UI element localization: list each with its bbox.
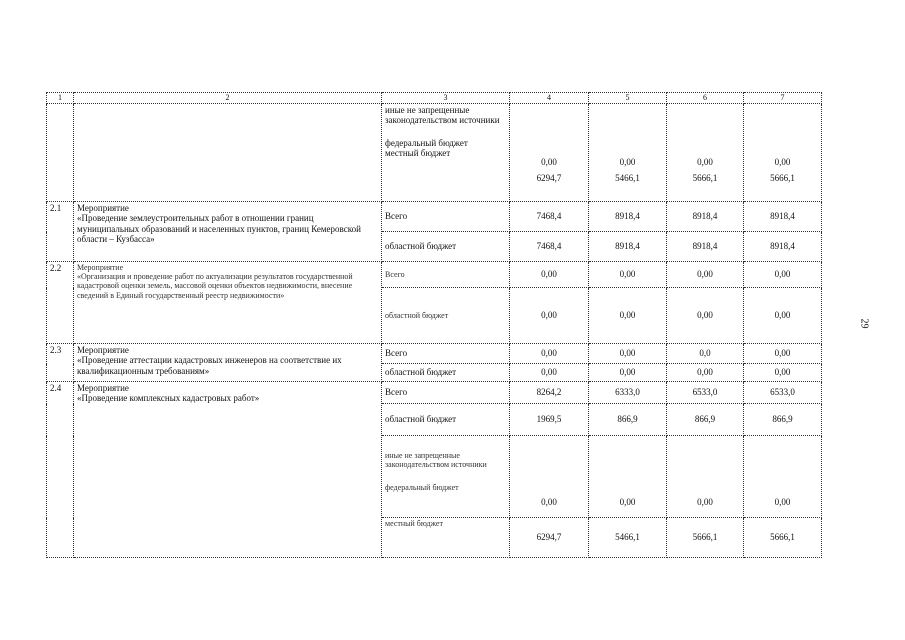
col-header-5: 5 [589,93,667,104]
source-label: местный бюджет [385,148,451,159]
table-row [47,344,822,364]
row-number: 2.3 [47,344,74,382]
table-row [47,202,822,232]
source-label: Всего [382,202,510,232]
value-cell: 0,0 [667,344,744,364]
measure-title: Мероприятие [77,345,129,355]
source-label: местный бюджет [382,518,510,558]
source-label: областной бюджет [382,232,510,262]
value-cell: 5666,1 [744,518,822,558]
value-cell: 5466,1 [615,173,640,184]
col-header-1: 1 [47,93,74,104]
source-label: Всего [382,262,510,288]
value-cell: 6533,0 [744,382,822,404]
value-cell: 0,00 [541,157,557,167]
value-cell: 6333,0 [589,382,667,404]
value-cell: 0,00 [667,262,744,288]
value-cell: 0,00 [744,344,822,364]
value-cell: 0,00 [774,497,791,507]
header-row [47,93,822,104]
value-cell: 8918,4 [589,202,667,232]
source-label: областной бюджет [382,404,510,436]
value-cell: 0,00 [589,288,667,344]
row-number: 2.1 [47,202,74,262]
source-label: федеральный бюджет [385,483,459,493]
value-cell: 0,00 [510,288,589,344]
value-cell: 0,00 [589,344,667,364]
measure-description: «Организация и проведение работ по актуализации результатов государственной кадастровой оценки земель, массовой оценки объектов недвижимости, внесение сведений в Единый государственный реестр недвижимости» [77,272,353,300]
value-cell: 8918,4 [667,232,744,262]
table-row [47,104,822,202]
col-header-3: 3 [382,93,510,104]
measure-title: Мероприятие [77,263,124,272]
value-cell: 6294,7 [510,518,589,558]
value-cell: 0,00 [510,262,589,288]
value-cell: 0,00 [774,157,791,167]
value-cell: 8918,4 [589,232,667,262]
value-cell: 0,00 [744,262,822,288]
value-cell: 0,00 [619,497,636,507]
value-cell: 7468,4 [510,202,589,232]
row-number: 2.2 [47,262,74,344]
source-label: областной бюджет [382,364,510,382]
value-cell: 8264,2 [510,382,589,404]
value-cell: 6533,0 [667,382,744,404]
value-cell: 8918,4 [667,202,744,232]
col-header-6: 6 [667,93,744,104]
value-cell: 0,00 [667,288,744,344]
value-cell: 0,00 [697,157,713,167]
col-header-4: 4 [510,93,589,104]
value-cell: 6294,7 [536,173,562,184]
source-label: федеральный бюджет [385,137,468,148]
measure-description: «Проведение землеустроительных работ в отношении границ муниципальных образований и населенных пунктов, границ Кемеровской области – Кузбасса» [77,213,361,245]
source-label: областной бюджет [382,288,510,344]
value-cell: 0,00 [667,364,744,382]
value-cell: 8918,4 [744,232,822,262]
row-number: 2.4 [47,382,74,558]
value-cell: 7468,4 [510,232,589,262]
value-cell: 0,00 [510,344,589,364]
source-label: иные не запрещенные законодательством источники [385,451,487,470]
value-cell: 0,00 [744,288,822,344]
measure-description: «Проведение комплексных кадастровых работ» [77,393,260,404]
value-cell: 5466,1 [589,518,667,558]
value-cell: 0,00 [619,157,636,167]
value-cell: 0,00 [510,364,589,382]
table-row [47,382,822,404]
source-label: Всего [382,344,510,364]
measure-title: Мероприятие [77,203,129,213]
value-cell: 1969,5 [510,404,589,436]
col-header-2: 2 [74,93,382,104]
value-cell: 866,9 [744,404,822,436]
value-cell: 0,00 [541,497,557,507]
value-cell: 5666,1 [770,173,795,184]
value-cell: 0,00 [744,364,822,382]
table-row [47,262,822,288]
source-label: иные не запрещенные законодательством источники [385,105,500,126]
value-cell: 5666,1 [692,173,718,184]
page-number: 29 [858,318,870,329]
source-label: Всего [382,382,510,404]
value-cell: 8918,4 [744,202,822,232]
value-cell: 5666,1 [667,518,744,558]
value-cell: 866,9 [667,404,744,436]
measure-description: «Проведение аттестации кадастровых инженеров на соответствие их квалификационным требованиям» [77,355,342,376]
col-header-7: 7 [744,93,822,104]
budget-table [46,92,822,558]
value-cell: 0,00 [697,497,713,507]
value-cell: 866,9 [589,404,667,436]
value-cell: 0,00 [589,364,667,382]
value-cell: 0,00 [589,262,667,288]
measure-title: Мероприятие [77,383,129,393]
